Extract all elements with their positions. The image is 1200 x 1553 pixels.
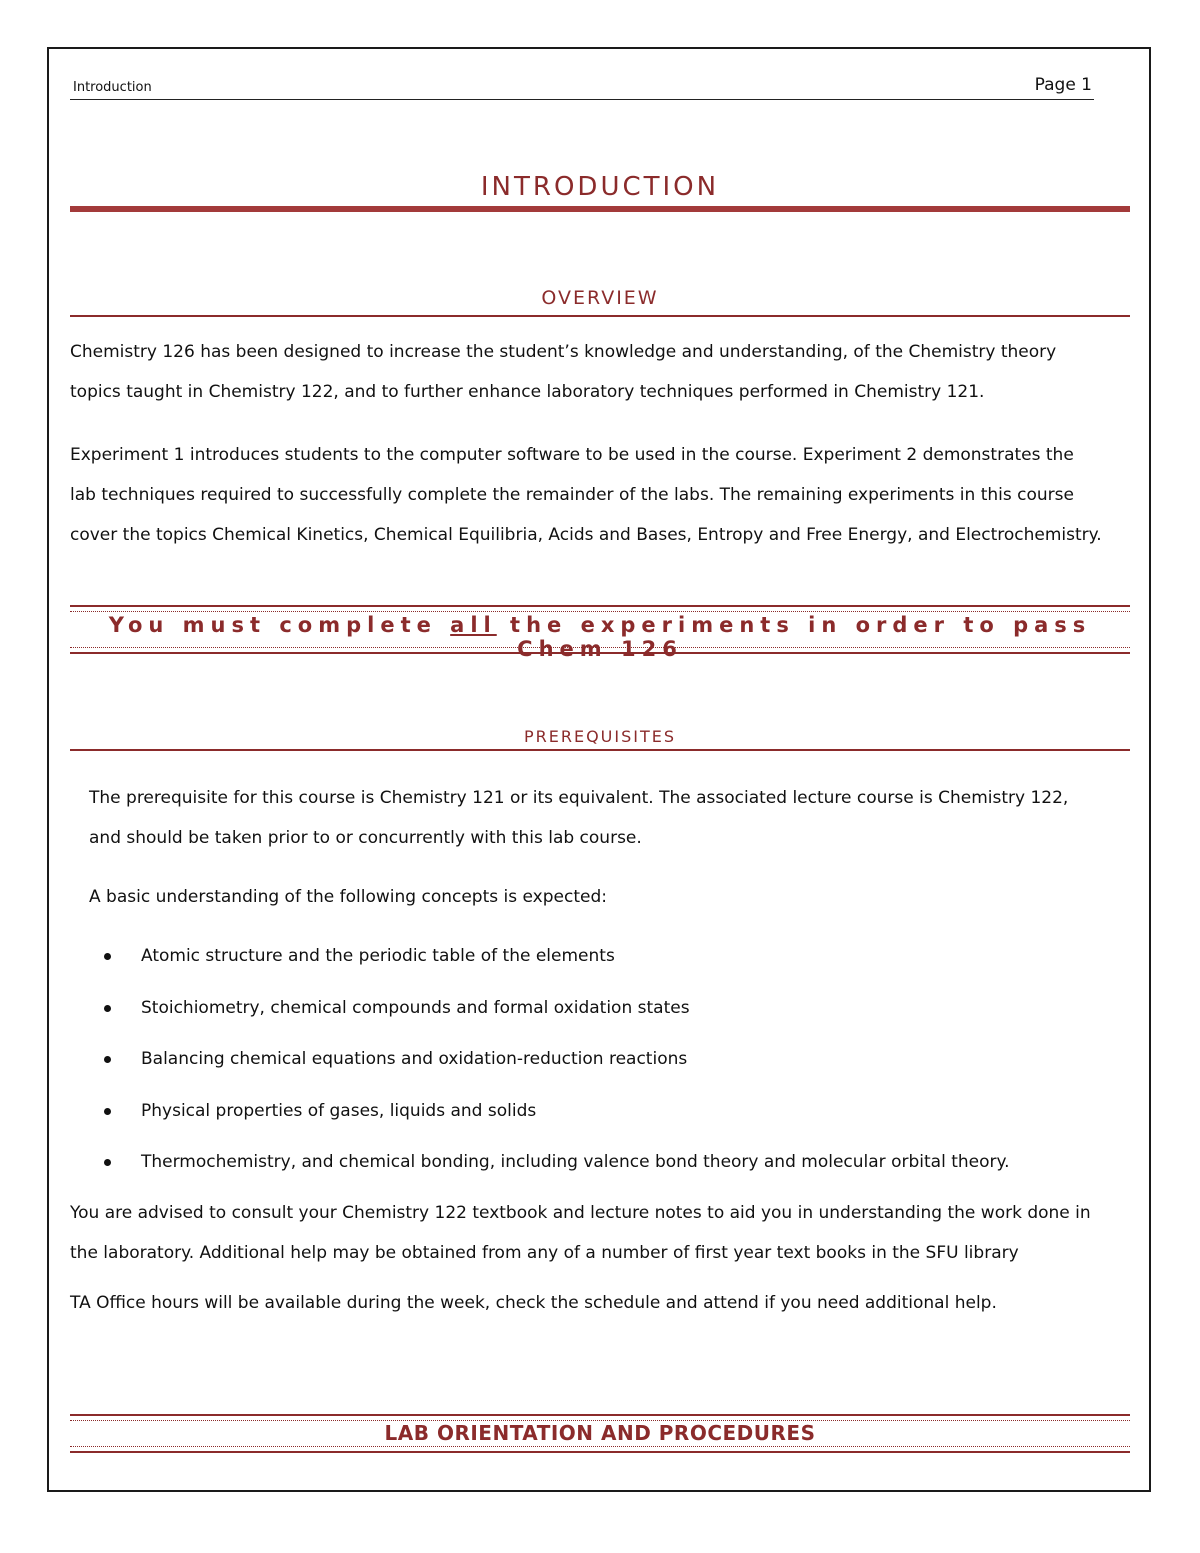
- list-item-text: Physical properties of gases, liquids and solids: [141, 1100, 537, 1121]
- page-title: INTRODUCTION: [480, 172, 720, 202]
- lab-orientation-heading: LAB ORIENTATION AND PROCEDURES: [384, 1421, 816, 1445]
- callout-before: You must complete: [108, 613, 451, 637]
- bullet-icon: [104, 1108, 111, 1115]
- overview-p2-line1: Experiment 1 introduces students to the computer software to be used in the course. Experiment 2 demonstrates the: [70, 445, 1074, 465]
- bullet-icon: [104, 953, 111, 960]
- overview-paragraph-2: [70, 435, 1140, 555]
- list-item-text: Thermochemistry, and chemical bonding, including valence bond theory and molecular orbital theory.: [141, 1152, 1010, 1172]
- ta-line: TA Office hours will be available during the week, check the schedule and attend if you need additional help.: [70, 1293, 997, 1313]
- prereq-p1-line1: The prerequisite for this course is Chemistry 121 or its equivalent. The associated lecture course is Chemistry 122,: [89, 788, 1069, 808]
- advice-line2: the laboratory. Additional help may be obtained from any of a number of first year text books in the SFU library: [70, 1243, 1019, 1263]
- header-rule: [70, 99, 1094, 100]
- callout-underlined: all: [450, 613, 497, 637]
- prereq-p1-line2: and should be taken prior to or concurrently with this lab course.: [89, 828, 642, 848]
- prerequisites-paragraph-2: [89, 877, 1139, 917]
- list-item-text: Balancing chemical equations and oxidation-reduction reactions: [141, 1049, 688, 1069]
- list-item: [90, 1035, 1130, 1087]
- concepts-list: [90, 932, 1130, 1190]
- overview-p2-line2: lab techniques required to successfully complete the remainder of the labs. The remaining experiments in this course: [70, 485, 1074, 505]
- overview-p1-line2: topics taught in Chemistry 122, and to further enhance laboratory techniques performed in Chemistry 121.: [70, 382, 985, 402]
- overview-p2-line3: cover the topics Chemical Kinetics, Chemical Equilibria, Acids and Bases, Entropy and Free Energy, and Electrochemistry.: [70, 525, 1102, 545]
- overview-p1-line1: Chemistry 126 has been designed to increase the student’s knowledge and understanding, of the Chemistry theory: [70, 342, 1057, 362]
- list-item: [90, 1087, 1130, 1139]
- advice-paragraph: [70, 1193, 1140, 1273]
- ta-paragraph: [70, 1283, 1140, 1323]
- list-item: [90, 932, 1130, 984]
- list-item: [90, 1138, 1130, 1190]
- prerequisites-rule: [70, 749, 1130, 751]
- advice-line1: You are advised to consult your Chemistry 122 textbook and lecture notes to aid you in understanding the work done in: [70, 1203, 1091, 1223]
- page-border: [47, 47, 1151, 1492]
- callout-bottom-rule: [70, 647, 1130, 654]
- overview-paragraph-1: [70, 332, 1140, 412]
- title-bar: [70, 206, 1130, 212]
- prerequisites-paragraph-1: [89, 778, 1139, 858]
- overview-heading: OVERVIEW: [541, 287, 659, 309]
- bullet-icon: [104, 1005, 111, 1012]
- callout-top-rule: [70, 605, 1130, 612]
- running-header-title: Introduction: [73, 80, 152, 95]
- prerequisites-heading: PREREQUISITES: [523, 727, 677, 746]
- callout-after: the experiments in order to pass Chem 126: [496, 613, 1092, 661]
- list-item-text: Atomic structure and the periodic table of the elements: [141, 946, 615, 966]
- list-item-text: Stoichiometry, chemical compounds and formal oxidation states: [141, 997, 690, 1018]
- prereq-p2: A basic understanding of the following concepts is expected:: [89, 887, 607, 907]
- lab-heading-top-rule: [70, 1414, 1130, 1421]
- bullet-icon: [104, 1159, 111, 1166]
- page-number: Page 1: [1034, 75, 1092, 95]
- lab-heading-bottom-rule: [70, 1446, 1130, 1453]
- bullet-icon: [104, 1056, 111, 1063]
- overview-rule: [70, 315, 1130, 317]
- list-item: [90, 984, 1130, 1036]
